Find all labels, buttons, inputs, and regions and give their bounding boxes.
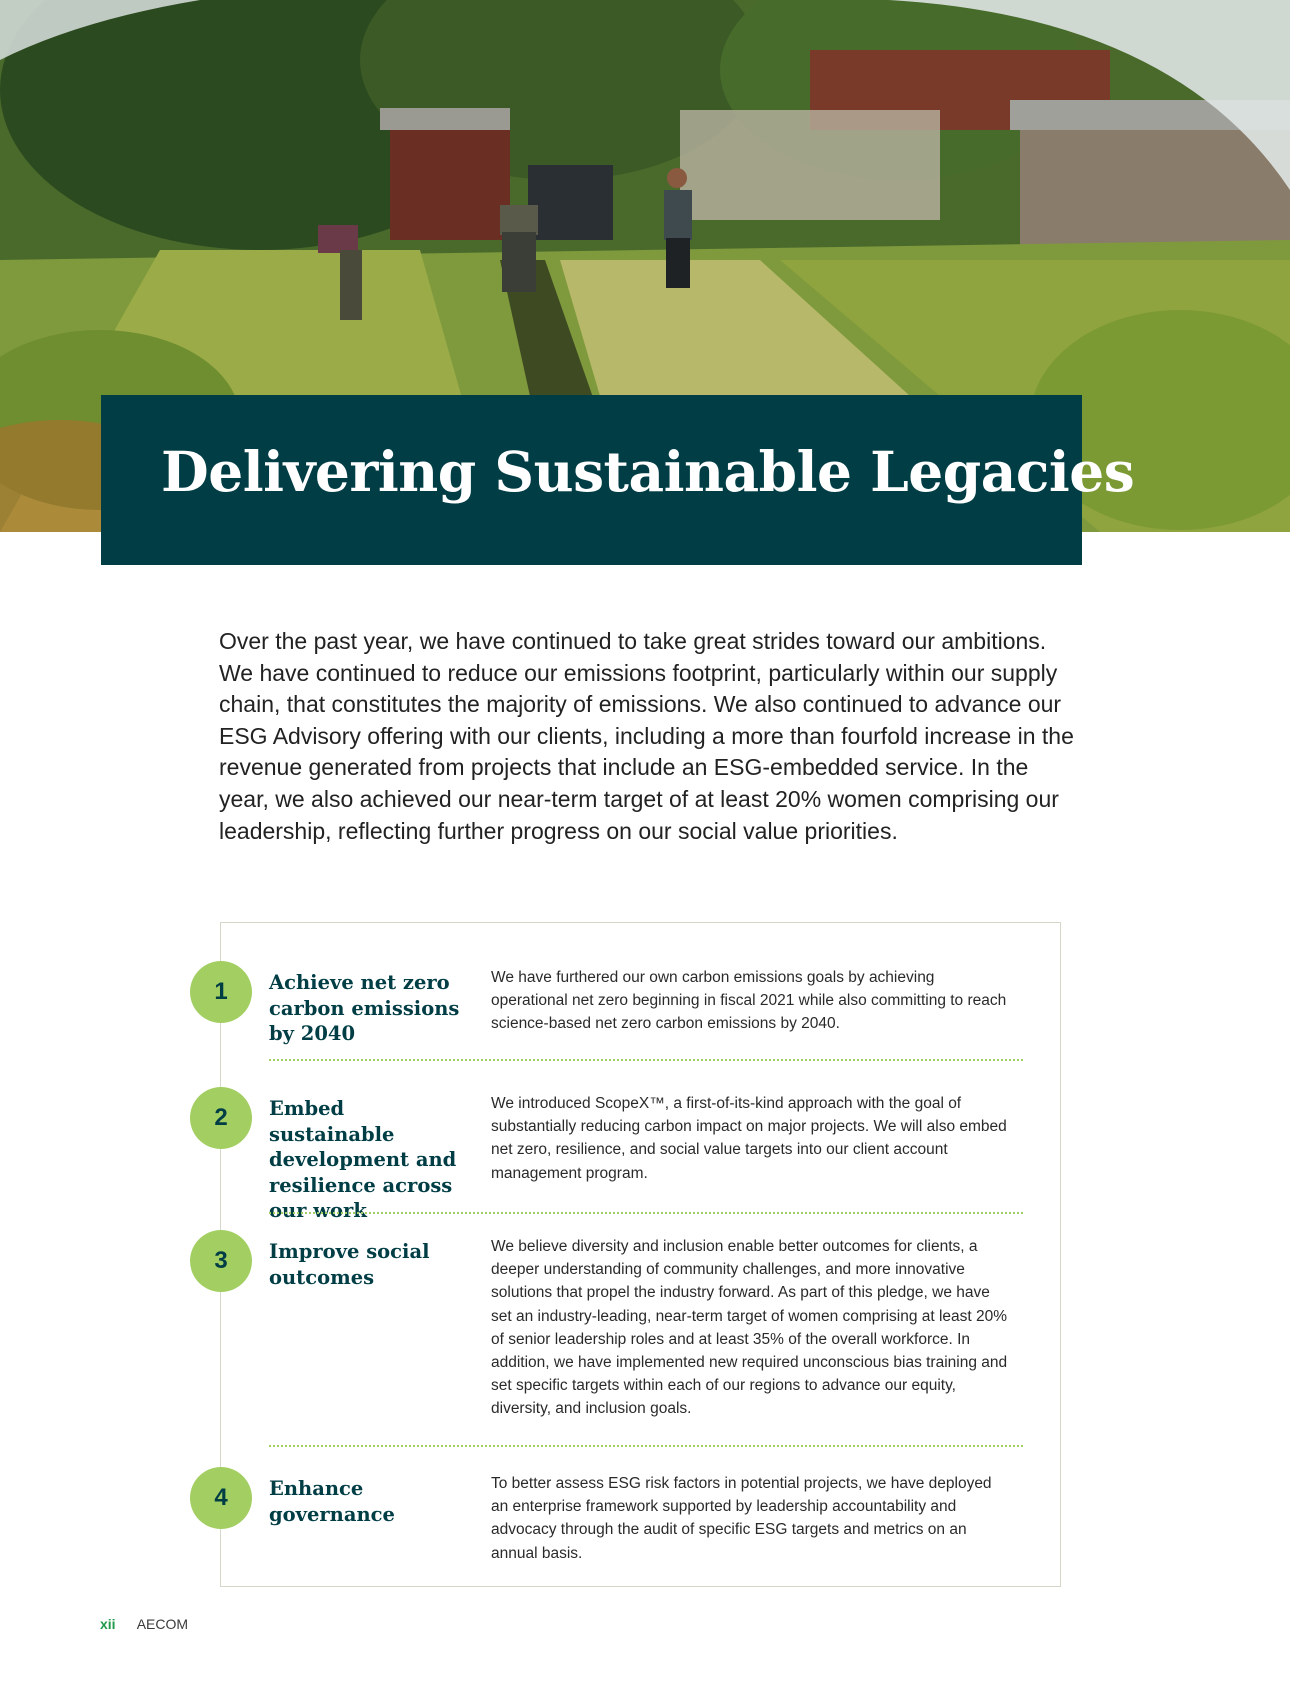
page-number: xii: [100, 1616, 116, 1632]
goal-title: Improve social outcomes: [269, 1240, 430, 1289]
goal-number-badge: 2: [190, 1087, 252, 1149]
brand-name: AECOM: [136, 1616, 189, 1632]
goal-title: Enhance governance: [269, 1477, 395, 1526]
goal-divider: [269, 1059, 1023, 1061]
goal-description: We have furthered our own carbon emissions goals by achieving operational net zero beginning in fiscal 2021 while also committing to reach science-based net zero carbon emissions by 2040.: [491, 969, 1007, 1033]
title-band: [101, 395, 1135, 565]
goal-description: We introduced ScopeX™, a first-of-its-kind approach with the goal of substantially reducing carbon impact on major projects. We will also embed net zero, resilience, and social value targets into our client account management program.: [491, 1095, 1007, 1182]
goals-box: [214, 922, 1061, 1587]
goal-divider: [269, 1212, 1023, 1214]
goal-number-badge: 3: [190, 1230, 252, 1292]
goal-number-badge: 4: [190, 1467, 252, 1529]
goal-title: Achieve net zero carbon emissions by 2040: [269, 971, 460, 1045]
goal-description: To better assess ESG risk factors in potential projects, we have deployed an enterprise framework supported by leadership accountability and advocacy through the audit of specific ESG targets and metrics on an annual basis.: [491, 1475, 992, 1562]
goal-description: We believe diversity and inclusion enable better outcomes for clients, a deeper understanding of community challenges, and more innovative solutions that propel the industry forward. As part of this pledge, we have set an industry-leading, near-term target of women comprising at least 20% of senior leadership roles and at least 35% of the overall workforce. In addition, we have implemented new required unconscious bias training and set specific targets within each of our regions to advance our equity, diversity, and inclusion goals.: [491, 1238, 1008, 1418]
page-footer: [100, 1616, 188, 1632]
goal-title: Embed sustainable development and resilience across our work: [269, 1097, 457, 1222]
page-title: Delivering Sustainable Legacies: [161, 439, 1135, 504]
goal-divider: [269, 1445, 1023, 1447]
goal-number-badge: 1: [190, 961, 252, 1023]
intro-paragraph: Over the past year, we have continued to take great strides toward our ambitions. We have continued to reduce our emissions footprint, particularly within our supply chain, that constitutes the majority of emissions. We also continued to advance our ESG Advisory offering with our clients, including a more than fourfold increase in the revenue generated from projects that include an ESG-embedded service. In the year, we also achieved our near-term target of at least 20% women comprising our leadership, reflecting further progress on our social value priorities.: [219, 628, 1074, 844]
